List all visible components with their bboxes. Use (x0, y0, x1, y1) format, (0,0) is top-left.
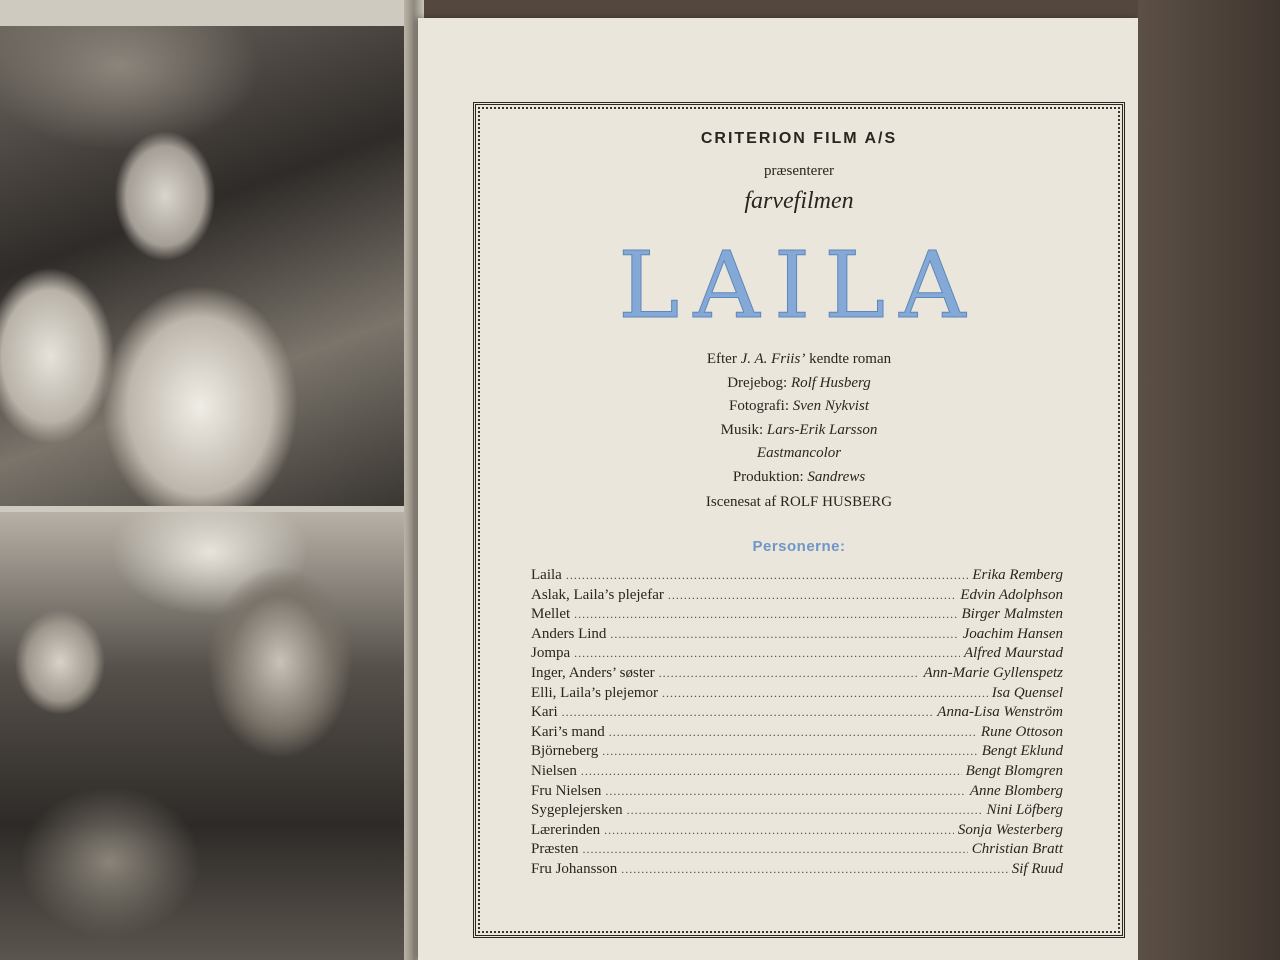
cast-row (531, 860, 1063, 880)
cast-row (531, 801, 1063, 821)
cast-row (531, 742, 1063, 762)
cast-row (531, 840, 1063, 860)
cast-row (531, 821, 1063, 841)
dot-leader (609, 723, 977, 743)
cast-row (531, 723, 1063, 743)
cast-role: Jompa (531, 645, 571, 662)
dot-leader (562, 703, 934, 723)
dot-leader (574, 605, 957, 625)
cast-actor: Birger Malmsten (961, 606, 1063, 623)
cast-role: Sygeplejersken (531, 802, 623, 819)
cast-role: Kari’s mand (531, 723, 605, 740)
dot-leader (621, 860, 1007, 880)
credits-block (473, 348, 1125, 489)
credit-line: Efter J. A. Friis’ kendte roman (706, 351, 892, 367)
cast-role: Mellet (531, 606, 571, 623)
cast-actor: Bengt Blomgren (965, 762, 1063, 779)
dot-leader (659, 664, 920, 684)
film-title: LAILA (618, 232, 980, 339)
cast-role: Fru Nielsen (531, 782, 602, 799)
cast-actor: Christian Bratt (971, 841, 1063, 858)
cast-actor: Sif Ruud (1011, 860, 1063, 877)
dot-leader (581, 762, 962, 782)
cast-row (531, 684, 1063, 704)
dot-leader (604, 821, 954, 841)
director-line: Iscenesat af ROLF HUSBERG (705, 494, 893, 510)
photo-woman-with-baby (0, 26, 404, 506)
cast-role: Lærerinden (531, 821, 601, 838)
dot-leader (566, 566, 969, 586)
company-name: CRITERION FILM A/S (700, 130, 898, 147)
cast-actor: Sonja Westerberg (957, 821, 1063, 838)
cast-actor: Nini Löfberg (986, 802, 1063, 819)
cast-list (531, 566, 1063, 880)
cast-role: Præsten (531, 841, 579, 858)
cast-row (531, 644, 1063, 664)
left-photo-page (0, 0, 418, 960)
cast-row (531, 605, 1063, 625)
cast-row (531, 762, 1063, 782)
dot-leader (605, 782, 965, 802)
dot-leader (610, 625, 958, 645)
cast-role: Nielsen (531, 762, 577, 779)
table-surface (1138, 0, 1280, 960)
dot-leader (627, 801, 983, 821)
dot-leader (574, 644, 960, 664)
dot-leader (583, 840, 968, 860)
cast-actor: Rune Ottoson (980, 723, 1063, 740)
cast-actor: Edvin Adolphson (960, 586, 1063, 603)
cast-row (531, 586, 1063, 606)
cast-actor: Isa Quensel (991, 684, 1063, 701)
credit-line: Produktion: Sandrews (732, 468, 866, 485)
cast-row (531, 782, 1063, 802)
cast-role: Laila (531, 567, 562, 583)
cast-actor: Anne Blomberg (969, 782, 1063, 799)
cast-role: Fru Johansson (531, 860, 618, 877)
credit-line: Musik: Lars-Erik Larsson (720, 421, 878, 438)
cast-actor: Erika Remberg (972, 567, 1063, 583)
dot-leader (668, 586, 956, 606)
presents-text: præsenterer (764, 163, 834, 179)
cast-role: Elli, Laila’s plejemor (531, 684, 659, 701)
credit-line: Fotografi: Sven Nykvist (729, 398, 869, 414)
cast-actor: Joachim Hansen (962, 625, 1063, 642)
cast-row (531, 703, 1063, 723)
cast-row (531, 625, 1063, 645)
color-film-text: farvefilmen (744, 188, 854, 214)
dot-leader (602, 742, 978, 762)
credit-line: Drejebog: Rolf Husberg (727, 374, 871, 391)
cast-actor: Bengt Eklund (981, 743, 1063, 760)
cast-role: Kari (531, 704, 558, 721)
cast-heading: Personerne: (752, 538, 846, 555)
photo-church-congregation (0, 512, 414, 960)
cast-actor: Alfred Maurstad (963, 645, 1063, 662)
dot-leader (662, 684, 988, 704)
cast-role: Aslak, Laila’s plejefar (531, 586, 664, 603)
cast-row (531, 664, 1063, 684)
cast-role: Anders Lind (531, 625, 607, 642)
cast-row (531, 566, 1063, 586)
cast-role: Björneberg (531, 743, 599, 760)
credit-line: Eastmancolor (756, 445, 842, 461)
cast-actor: Anna-Lisa Wenström (937, 704, 1063, 721)
program-text-page (418, 18, 1138, 960)
cast-actor: Ann-Marie Gyllenspetz (923, 664, 1063, 681)
cast-role: Inger, Anders’ søster (531, 664, 655, 681)
